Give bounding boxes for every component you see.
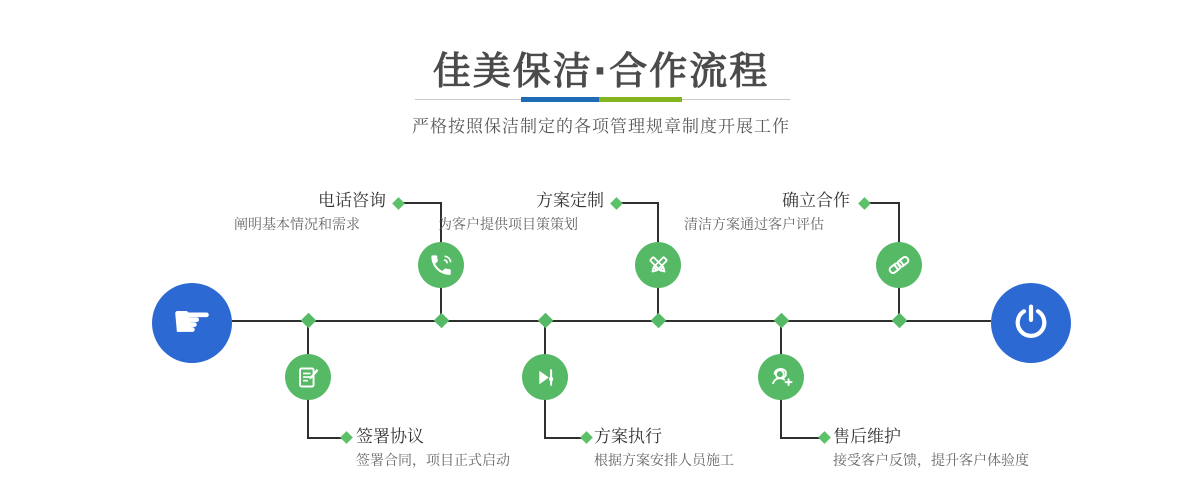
power-icon xyxy=(1010,302,1052,344)
timeline-end-node xyxy=(991,283,1071,363)
label-marker-diamond xyxy=(580,431,593,444)
headset-plus-icon xyxy=(767,363,795,391)
step-desc: 根据方案安排人员施工 xyxy=(594,453,734,470)
divider-blue-segment xyxy=(521,97,599,102)
step-label-cooperate xyxy=(684,191,850,234)
step-label-sign xyxy=(356,427,510,470)
step-desc: 签署合同，项目正式启动 xyxy=(356,453,510,470)
handshake-icon xyxy=(885,251,913,279)
page-subtitle: 严格按照保洁制定的各项管理规章制度开展工作 xyxy=(412,117,790,137)
divider-green-segment xyxy=(599,97,682,102)
document-sign-icon xyxy=(295,364,322,391)
step-title: 方案定制 xyxy=(536,191,604,211)
label-marker-diamond xyxy=(392,197,405,210)
label-marker-diamond xyxy=(858,197,871,210)
title-divider xyxy=(415,99,790,100)
timeline-start-node xyxy=(152,283,232,363)
step-desc: 清洁方案通过客户评估 xyxy=(684,217,824,234)
step-desc: 阐明基本情况和需求 xyxy=(234,217,360,234)
step-label-plan xyxy=(438,191,604,234)
page-title: 佳美保洁·合作流程 xyxy=(432,49,770,93)
timeline-node-diamond xyxy=(651,313,667,329)
label-marker-diamond xyxy=(818,431,831,444)
step-bubble-aftersale xyxy=(758,354,804,400)
crossed-pencils-icon xyxy=(645,252,672,279)
step-bubble-phone xyxy=(418,242,464,288)
step-label-aftersale xyxy=(833,427,1029,470)
step-title: 确立合作 xyxy=(782,191,850,211)
step-bubble-execute xyxy=(522,354,568,400)
timeline-node-diamond xyxy=(538,313,554,329)
phone-icon xyxy=(428,252,455,279)
label-marker-diamond xyxy=(340,431,353,444)
timeline-node-diamond xyxy=(892,313,908,329)
step-desc: 接受客户反馈，提升客户体验度 xyxy=(833,453,1029,470)
step-label-phone xyxy=(234,191,386,234)
label-marker-diamond xyxy=(610,197,623,210)
step-title: 方案执行 xyxy=(594,427,662,447)
step-bubble-cooperate xyxy=(876,242,922,288)
step-title: 电话咨询 xyxy=(318,191,386,211)
timeline-node-diamond xyxy=(434,313,450,329)
step-desc: 为客户提供项目策策划 xyxy=(438,217,578,234)
step-title: 签署协议 xyxy=(356,427,424,447)
pointing-hand-icon: ☛ xyxy=(171,294,213,348)
play-slider-icon xyxy=(532,364,559,391)
timeline-line xyxy=(232,320,991,322)
step-bubble-sign xyxy=(285,354,331,400)
timeline-node-diamond xyxy=(301,313,317,329)
step-label-execute xyxy=(594,427,734,470)
timeline-node-diamond xyxy=(774,313,790,329)
step-title: 售后维护 xyxy=(833,427,901,447)
step-bubble-plan xyxy=(635,242,681,288)
